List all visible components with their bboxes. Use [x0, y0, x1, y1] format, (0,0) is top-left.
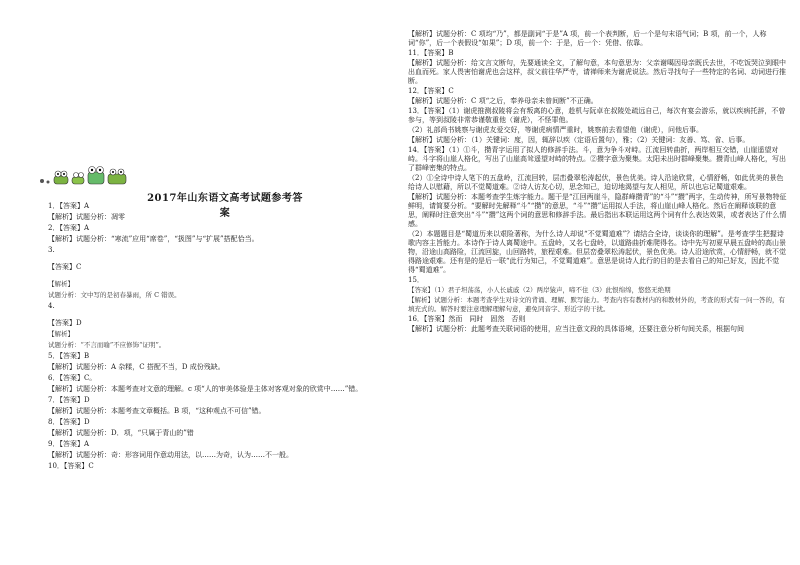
answer-paragraph: 14．【答案】（1）①斗，攒青字运用了拟人的修辞手法。斗，意为争斗对峙。江流回转曲折，两岸相互交错，山崖遥望对峙。斗字将山崖人格化，写出了山崖高耸遥望对峙的特点。②攒字意为聚集。太阳未出时群峰聚集。攒青山峰人格化，写出了群峰密集的特点。 [408, 146, 786, 172]
answer-paragraph: 【解析】试题分析：（1）关键词：度，因，辄辞以疾（定语后置句），雅；（2）关键词：友善、笃、省、后事。 [408, 136, 750, 144]
right-answer-list [408, 30, 788, 335]
answer-line: 6．【答案】C。 [48, 374, 97, 382]
answer-line: 8．【答案】D [48, 418, 90, 426]
answer-line: 试题分析：文中写的是初春暴雨，所 C 错误。 [48, 291, 181, 299]
answer-line: 9．【答案】A [48, 440, 90, 448]
answer-line: 1．【答案】A [48, 202, 90, 210]
answer-paragraph: 11．【答案】B [408, 49, 454, 57]
answer-line: 【答案】D [48, 319, 82, 327]
right-page [400, 0, 800, 565]
answer-line: 【解析】试题分析：A 杂糅，C 搭配不当，D 成份残缺。 [48, 363, 225, 371]
answer-line: 试题分析：“不言而喻”不应修饰“证明”。 [48, 341, 166, 349]
answer-line: 【解析】试题分析：D．项，“只属于青山的”错 [48, 429, 194, 437]
answer-paragraph: 【解析】试题分析：C 项均“乃”，都是副词“于是”A 项，前一个表判断，后一个是句末语气词；B 项，前一个，人称词“你”，后一个表假设“如果”；D 项，前一个：于是，后一个：凭借、依靠。 [408, 30, 767, 47]
answer-line: 10．【答案】C [48, 462, 94, 470]
answer-paragraph: 【解析】试题分析：给文言文断句，先要通读全文，了解句意，本句意思为：父亲谢噶因母亲既氏去世，不吃饭哭泣到眼中出血而死。家人畏害怕谢虎也会这样，叔父前往华严寺，请禅师来为谢虎说法。然后寻找句子一些特定的名词、动词进行推断。 [408, 59, 786, 85]
answer-line: 【解析】试题分析：凋零 [48, 213, 125, 221]
answer-paragraph: 【答案】（1）君子坦荡荡，小人长戚戚（2）两岸猿声，啼不住（3）此恨绵绵，悠悠无绝期 [408, 286, 671, 294]
answer-line: 5．【答案】B [48, 352, 90, 360]
answer-line: 【解析】 [48, 330, 74, 338]
answer-paragraph: 13．【答案】（1）谢虎推测叔陵将会有叛离的心意，趁机与阮卓在叔陵处疏远自己，每次有宴会游乐，就以疾病托辞，不曾参与，等到叔陵非常恭谨敬重他（谢虎），不怪罪他。 [408, 107, 786, 124]
answer-line: 2．【答案】A [48, 224, 90, 232]
answer-paragraph: 【解析】试题分析：C 项“之后，奉养母亲未曾间断”不正确。 [408, 97, 598, 105]
answer-line: 【解析】试题分析：本题考查对文意的理解。c 项“人的审美体验是主体对客观对象的欣赏中……”错。 [48, 385, 363, 393]
answer-paragraph: （2）①全诗中诗人笔下的五盘岭，江流回转，层峦叠翠松涛起伏，景色优美。诗人沿途欣赏，心情舒畅，如此优美的景色给诗人以慰藉，所以不觉蜀道难。②诗人访友心切，思念知己，迫切地渴望与友人相见，所以也忘记蜀道艰难。 [408, 174, 784, 191]
answer-line: 7．【答案】D [48, 396, 90, 404]
answer-paragraph: 【解析】试题分析：此题考查关联词语的使用，应当注意文段的具体语境，还要注意分析句间关系，根据句间 [408, 325, 744, 333]
answer-paragraph: 15． [408, 276, 424, 284]
answer-line: 【答案】C [48, 263, 82, 271]
answer-paragraph: 16．【答案】然而 同时 固然 否则 [408, 315, 526, 323]
answer-line: 3. [48, 246, 55, 254]
answer-paragraph: （2）礼部尚书姚察与谢虎友爱交好，等谢虎病情严重时，姚察前去看望他（谢虎），问他后事。 [408, 126, 703, 134]
answer-paragraph: 【解析】试题分析：本题考查学生对诗文的背诵、理解、默写能力。考查内容有教材内的和教材外的，考查的形式有一问一答的，有填充式的。解答时要注意理解理解句意，避免同音字、形近字的干扰。 [408, 296, 785, 313]
left-answer-list [48, 202, 388, 473]
cartoon-frogs-decoration-icon [34, 164, 134, 186]
answer-line: 【解析】 [48, 280, 74, 288]
answer-paragraph: 12．【答案】C [408, 87, 454, 95]
answer-line: 【解析】试题分析：“寒流”应用“席卷”，“扱图”与“扩展”搭配恰当。 [48, 235, 259, 243]
answer-line: 4. [48, 302, 55, 310]
answer-line: 【解析】试题分析：本题考查文章概括。B 项，“这种观点不可信”错。 [48, 407, 266, 415]
answer-paragraph: 【解析】试题分析：本题考查学生炼字能力。题干是“江回两崖斗，隐群峰攒青”的“斗”“攒”两字，生动传神，所写景物特征鲜明，请简要分析。“要解时先解释“斗”“攒”的意思，“斗”“攒”运用拟人手法，将山崖山峰人格化。然后在阐释该联的意思，阐释时注意突出“斗”“攒”这两个词的意思和修辞手法。最后指出本联运用这两个词有什么表达效果，或者表达了什么情感。 [408, 193, 787, 228]
page-title: 2017年山东语文高考试题参考答案 [147, 193, 303, 219]
answer-line: 【解析】试题分析：奇：形容词用作意动用法，以……为奇，认为……不一般。 [48, 451, 293, 459]
answer-paragraph: （2）本题题目是“蜀道历来以艰险著称，为什么诗人却说“不觉蜀道难”？请结合全诗，谈谈你的理解”。是考查学生把握诗歌内容主旨能力。本诗作于诗人离蜀途中。五盘岭，又名七盘岭，以道路曲折难爬得名。诗中先写初夏早晨五盘岭的高山景物，沿途山高路险，江流回旋，山回路转，旅程艰难。但层峦叠翠松涛起伏，景色优美。诗人沿途欣赏，心情舒畅，就不觉得路途艰难。还有是的是后一联“此行为知己，不觉蜀道难”。意思是说诗人此行的目的是去看自己的知己好友，因此不觉得“蜀道难”。 [408, 230, 786, 274]
